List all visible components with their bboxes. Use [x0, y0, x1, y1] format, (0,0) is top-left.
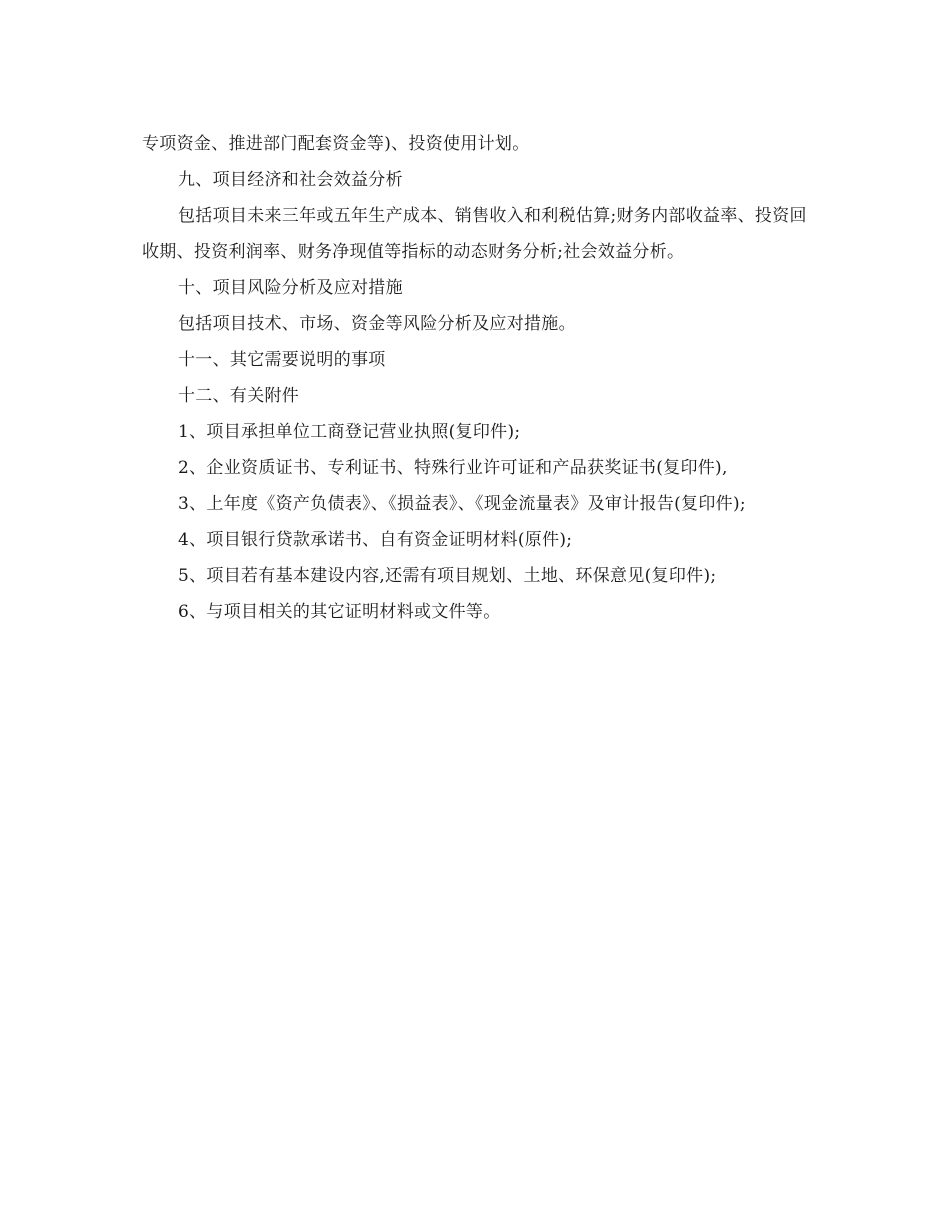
- paragraph-risk-analysis: 包括项目技术、市场、资金等风险分析及应对措施。: [178, 314, 576, 334]
- paragraph-benefit-analysis: 包括项目未来三年或五年生产成本、销售收入和利税估算;财务内部收益率、投资回收期、投资利润率、财务净现值等指标的动态财务分析;社会效益分析。: [142, 206, 807, 262]
- attachment-item-1: 1、项目承担单位工商登记营业执照(复印件);: [178, 422, 521, 442]
- attachment-item-2: 2、企业资质证书、专利证书、特殊行业许可证和产品获奖证书(复印件),: [178, 458, 728, 478]
- attachment-item-6: 6、与项目相关的其它证明材料或文件等。: [178, 602, 501, 622]
- attachment-item-3: 3、上年度《资产负债表》、《损益表》、《现金流量表》及审计报告(复印件);: [178, 494, 746, 514]
- section-heading-10: 十、项目风险分析及应对措施: [178, 278, 403, 298]
- section-heading-11: 十一、其它需要说明的事项: [178, 350, 386, 370]
- document-body: [142, 126, 810, 630]
- section-heading-9: 九、项目经济和社会效益分析: [178, 170, 403, 190]
- paragraph-continuation: 专项资金、推进部门配套资金等)、投资使用计划。: [142, 134, 530, 154]
- section-heading-12: 十二、有关附件: [178, 386, 300, 406]
- attachment-item-5: 5、项目若有基本建设内容,还需有项目规划、土地、环保意见(复印件);: [178, 566, 717, 586]
- attachment-item-4: 4、项目银行贷款承诺书、自有资金证明材料(原件);: [178, 530, 573, 550]
